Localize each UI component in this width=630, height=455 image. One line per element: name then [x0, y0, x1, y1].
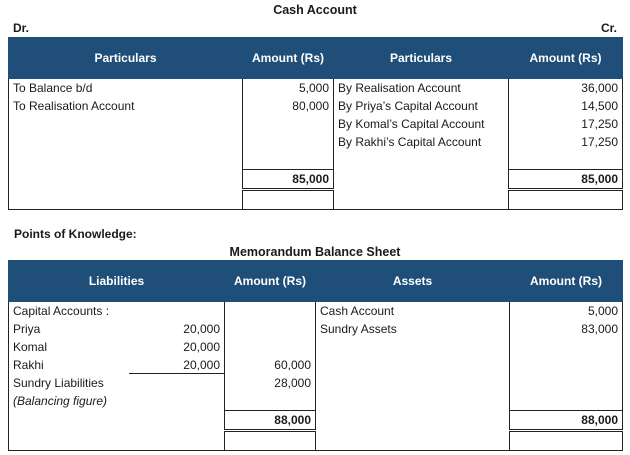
partner-row [9, 320, 225, 338]
table-row [9, 356, 623, 374]
partner-amount: 20,000 [183, 340, 220, 354]
table-row [9, 374, 623, 392]
total-assets: 88,000 [510, 411, 623, 431]
partner-name: Rakhi [13, 358, 44, 372]
credit-amount: 17,250 [509, 115, 623, 133]
partner-name: Priya [13, 322, 41, 336]
partner-row [9, 338, 225, 356]
sundry-liabilities-amount: 28,000 [225, 374, 316, 392]
balancing-figure-note: (Balancing figure) [13, 394, 108, 409]
capital-total: 60,000 [225, 356, 316, 374]
cash-account-title: Cash Account [273, 3, 357, 17]
cash-account-table [8, 37, 623, 210]
total-liabilities: 88,000 [225, 411, 316, 431]
credit-amount: 17,250 [509, 133, 623, 151]
credit-amount: 14,500 [509, 97, 623, 115]
points-of-knowledge-heading: Points of Knowledge: [14, 227, 137, 241]
asset-name: Sundry Assets [316, 320, 510, 338]
credit-particular: By Realisation Account [334, 79, 509, 98]
table-row [9, 133, 623, 151]
table-row [9, 320, 623, 338]
table-row [9, 97, 623, 115]
debit-amount: 80,000 [243, 97, 334, 115]
credit-particular: By Komal’s Capital Account [334, 115, 509, 133]
table-row [9, 392, 623, 411]
credit-particular: By Priya’s Capital Account [334, 97, 509, 115]
debit-particular: To Balance b/d [9, 79, 243, 98]
asset-amount: 83,000 [510, 320, 623, 338]
header-particulars-left: Particulars [9, 38, 243, 79]
total-credit: 85,000 [509, 170, 623, 190]
header-liabilities: Liabilities [9, 261, 225, 302]
debit-particular: To Realisation Account [9, 97, 243, 115]
partner-amount: 20,000 [183, 322, 220, 336]
partner-amount: 20,000 [183, 358, 220, 372]
capital-accounts-label: Capital Accounts : [9, 302, 225, 321]
memorandum-balance-sheet-table [8, 260, 623, 451]
header-amount-right: Amount (Rs) [510, 261, 623, 302]
header-amount-left: Amount (Rs) [225, 261, 316, 302]
total-row [9, 411, 623, 431]
table-row [9, 302, 623, 321]
total-debit: 85,000 [243, 170, 334, 190]
asset-amount: 5,000 [510, 302, 623, 321]
header-assets: Assets [316, 261, 510, 302]
sundry-liabilities-label: Sundry Liabilities [9, 374, 225, 392]
asset-name: Cash Account [316, 302, 510, 321]
debit-amount: 5,000 [243, 79, 334, 98]
partner-row [9, 356, 225, 374]
credit-amount: 36,000 [509, 79, 623, 98]
memorandum-title: Memorandum Balance Sheet [229, 245, 401, 259]
table-row [9, 338, 623, 356]
total-row [9, 170, 623, 190]
header-amount-left: Amount (Rs) [243, 38, 334, 79]
dr-label: Dr. [13, 21, 30, 35]
partner-name: Komal [13, 340, 48, 354]
table-row [9, 115, 623, 133]
credit-particular: By Rakhi’s Capital Account [334, 133, 509, 151]
header-particulars-right: Particulars [334, 38, 509, 79]
header-amount-right: Amount (Rs) [509, 38, 623, 79]
cr-label: Cr. [600, 21, 617, 35]
table-row [9, 79, 623, 98]
